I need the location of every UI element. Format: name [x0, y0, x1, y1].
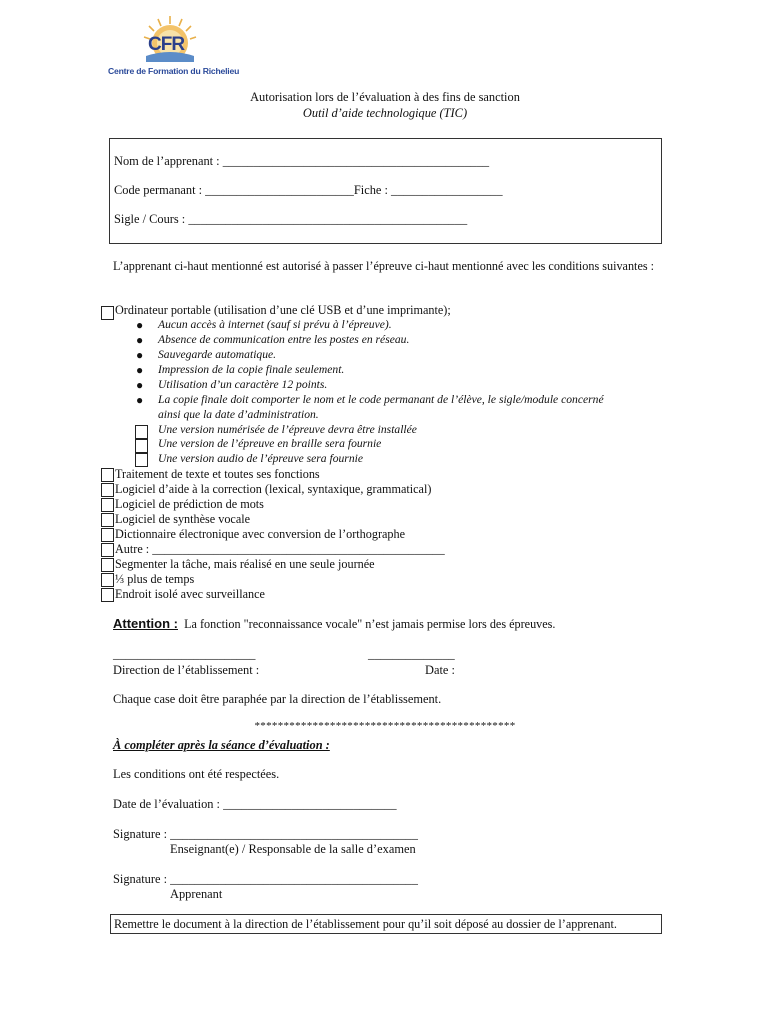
bullet-icon: ● — [136, 318, 144, 332]
laptop-condition: Aucun accès à internet (sauf si prévu à l’épreuve). — [158, 318, 392, 331]
teacher-signature-field[interactable]: Signature : ________________________________________ — [113, 827, 418, 841]
laptop-condition: La copie finale doit comporter le nom et le code permanant de l’élève, le sigle/module concerné — [158, 393, 604, 406]
option-other-field[interactable]: Autre : ________________________________________________ — [115, 542, 445, 556]
option-label: Logiciel de prédiction de mots — [115, 497, 264, 511]
checkbox-word-processor[interactable] — [101, 468, 114, 482]
conditions-respected: Les conditions ont été respectées. — [113, 767, 280, 781]
checkbox-isolated-room[interactable] — [101, 588, 114, 602]
checkbox-braille-version[interactable] — [135, 439, 148, 453]
option-label: Segmenter la tâche, mais réalisé en une seule journée — [115, 557, 375, 571]
sub-option-braille: Une version de l’épreuve en braille sera fournie — [158, 437, 382, 450]
course-field[interactable]: Sigle / Cours : _____________________________________________ — [114, 212, 468, 226]
attention-note — [113, 616, 555, 632]
learner-role-label: Apprenant — [170, 887, 223, 901]
bullet-icon: ● — [136, 393, 144, 407]
option-label: ⅓ plus de temps — [115, 572, 195, 586]
laptop-condition: Absence de communication entre les postes en réseau. — [158, 333, 410, 346]
attention-label: Attention : — [113, 616, 178, 631]
teacher-role-label: Enseignant(e) / Responsable de la salle d’examen — [170, 842, 416, 856]
initials-note: Chaque case doit être paraphée par la direction de l’établissement. — [113, 692, 442, 706]
student-name-field[interactable]: Nom de l’apprenant : ___________________________________________ — [114, 154, 490, 168]
return-note-text: Remettre le document à la direction de l’établissement pour qu’il soit déposé au dossier de l’apprenant. — [114, 917, 617, 931]
student-info-box — [109, 138, 662, 244]
checkbox-dictionary[interactable] — [101, 528, 114, 542]
return-note-box — [110, 914, 662, 934]
option-label: Dictionnaire électronique avec conversion de l’orthographe — [115, 527, 406, 541]
attention-text: La fonction "reconnaissance vocale" n’est jamais permise lors des épreuves. — [184, 617, 556, 631]
checkbox-digital-version[interactable] — [135, 425, 148, 439]
checkbox-speech-synthesis[interactable] — [101, 513, 114, 527]
checkbox-correction-software[interactable] — [101, 483, 114, 497]
sub-option-audio: Une version audio de l’épreuve sera fournie — [158, 452, 363, 465]
logo-caption: Centre de Formation du Richelieu — [108, 66, 240, 76]
bullet-icon: ● — [136, 333, 144, 347]
checkbox-word-prediction[interactable] — [101, 498, 114, 512]
option-label: Traitement de texte et toutes ses fonctions — [115, 467, 320, 481]
checkbox-laptop[interactable] — [101, 306, 114, 320]
bullet-icon: ● — [136, 348, 144, 362]
evaluation-date-field[interactable]: Date de l’évaluation : ____________________________ — [113, 797, 397, 811]
laptop-condition-continued: ainsi que la date d’administration. — [158, 408, 319, 421]
option-label: Logiciel de synthèse vocale — [115, 512, 251, 526]
date-label: Date : — [425, 663, 455, 677]
checkbox-audio-version[interactable] — [135, 453, 148, 467]
logo-initials: CFR — [148, 34, 185, 55]
option-label: Endroit isolé avec surveillance — [115, 587, 265, 601]
direction-signature-line[interactable]: _______________________ — [113, 647, 256, 661]
sub-option-digital: Une version numérisée de l’épreuve devra être installée — [158, 423, 417, 436]
option-laptop-label: Ordinateur portable (utilisation d’une clé USB et d’une imprimante); — [115, 303, 451, 317]
learner-signature-field[interactable]: Signature : ________________________________________ — [113, 872, 418, 886]
intro-text: L’apprenant ci-haut mentionné est autorisé à passer l’épreuve ci-haut mentionné avec les conditions suivantes : — [113, 259, 655, 273]
document-title: Autorisation lors de l’évaluation à des fins de sanction — [250, 90, 520, 104]
option-label: Logiciel d’aide à la correction (lexical, syntaxique, grammatical) — [115, 482, 432, 496]
bullet-icon: ● — [136, 363, 144, 377]
bullet-icon: ● — [136, 378, 144, 392]
document-subtitle: Outil d’aide technologique (TIC) — [302, 106, 468, 120]
separator: ********************************************* — [254, 720, 516, 732]
laptop-condition: Utilisation d’un caractère 12 points. — [158, 378, 328, 391]
checkbox-other[interactable] — [101, 543, 114, 557]
direction-date-line[interactable]: ______________ — [368, 647, 455, 661]
cfr-logo — [108, 14, 248, 78]
direction-label: Direction de l’établissement : — [113, 663, 260, 677]
laptop-condition: Sauvegarde automatique. — [158, 348, 277, 361]
checkbox-extra-time[interactable] — [101, 573, 114, 587]
checkbox-segment-task[interactable] — [101, 558, 114, 572]
permanent-code-field[interactable]: Code permanant : ________________________Fiche : __________________ — [114, 183, 503, 197]
laptop-condition: Impression de la copie finale seulement. — [158, 363, 345, 376]
after-evaluation-heading: À compléter après la séance d’évaluation : — [113, 738, 330, 752]
